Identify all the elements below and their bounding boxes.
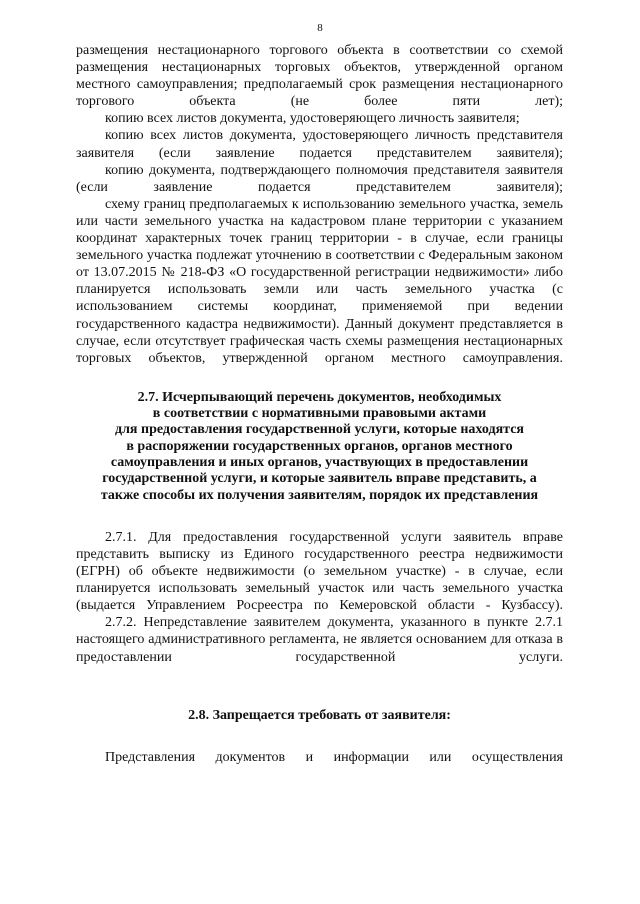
page-number: 8 (317, 22, 323, 34)
heading-line: в соответствии с нормативными правовыми актами (152, 406, 487, 422)
heading-line: в распоряжении государственных органов, органов местного (126, 438, 513, 454)
paragraph-representative-id-copy: копию всех листов документа, удостоверяющего личность представителя заявителя (если заявление подается представителем заявителя); (76, 128, 563, 161)
paragraph-land-plot-scheme: схему границ предполагаемых к использованию земельного участка, земель или части земельного участка на кадастровом плане территории с указанием координат характерных точек границ территории - в случае, если границы земельного участка подлежат уточнению в соответствии с Федеральным законом от 13.07.2015 № 218-ФЗ «О государственной регистрации недвижимости» либо планируется использовать земли или часть земельного участка (с использованием системы координат, применяемой при ведении государственного кадастра недвижимости). Данный документ представляется в случае, если отсутствует графическая часть схемы размещения нестационарных торговых объектов, утвержденной органом местного самоуправления. (76, 196, 563, 366)
paragraph-2-7-2: 2.7.2. Непредставление заявителем документа, указанного в пункте 2.7.1 настоящего административного регламента, не является основанием для отказа в предоставлении государственной услуги. (76, 615, 563, 665)
paragraph-placement-details: размещения нестационарного торгового объекта в соответствии со схемой размещения нестационарных торговых объектов, утвержденной органом местного самоуправления; предполагаемый срок размещения нестационарного торгового объекта (не более пяти лет); (76, 43, 563, 110)
heading-line: для предоставления государственной услуги, которые находятся (115, 422, 524, 438)
page-content (76, 42, 563, 766)
heading-line: государственной услуги, и которые заявитель вправе представить, а (102, 471, 537, 487)
heading-line: самоуправления и иных органов, участвующих в предоставлении (110, 454, 529, 470)
paragraph-2-7-1: 2.7.1. Для предоставления государственной услуги заявитель вправе представить выписку из Единого государственного реестра недвижимости (ЕГРН) об объекте недвижимости (о земельном участке) - в случае, если планируется использовать земельный участок или часть земельного участка (выдается Управлением Росреестра по Кемеровской области - Кузбассу). (76, 529, 563, 614)
paragraph-applicant-id-copy: копию всех листов документа, удостоверяющего личность заявителя; (105, 111, 520, 127)
heading-line: 2.7. Исчерпывающий перечень документов, необходимых (137, 389, 502, 405)
paragraph-authority-document-copy: копию документа, подтверждающего полномочия представителя заявителя (если заявление подается представителем заявителя); (76, 162, 563, 195)
heading-line: также способы их получения заявителям, порядок их представления (100, 487, 539, 503)
section-2-8-heading: 2.8. Запрещается требовать от заявителя: (188, 707, 451, 723)
paragraph-2-8-text: Представления документов и информации или осуществления (105, 749, 563, 765)
section-2-7-heading (76, 390, 563, 504)
